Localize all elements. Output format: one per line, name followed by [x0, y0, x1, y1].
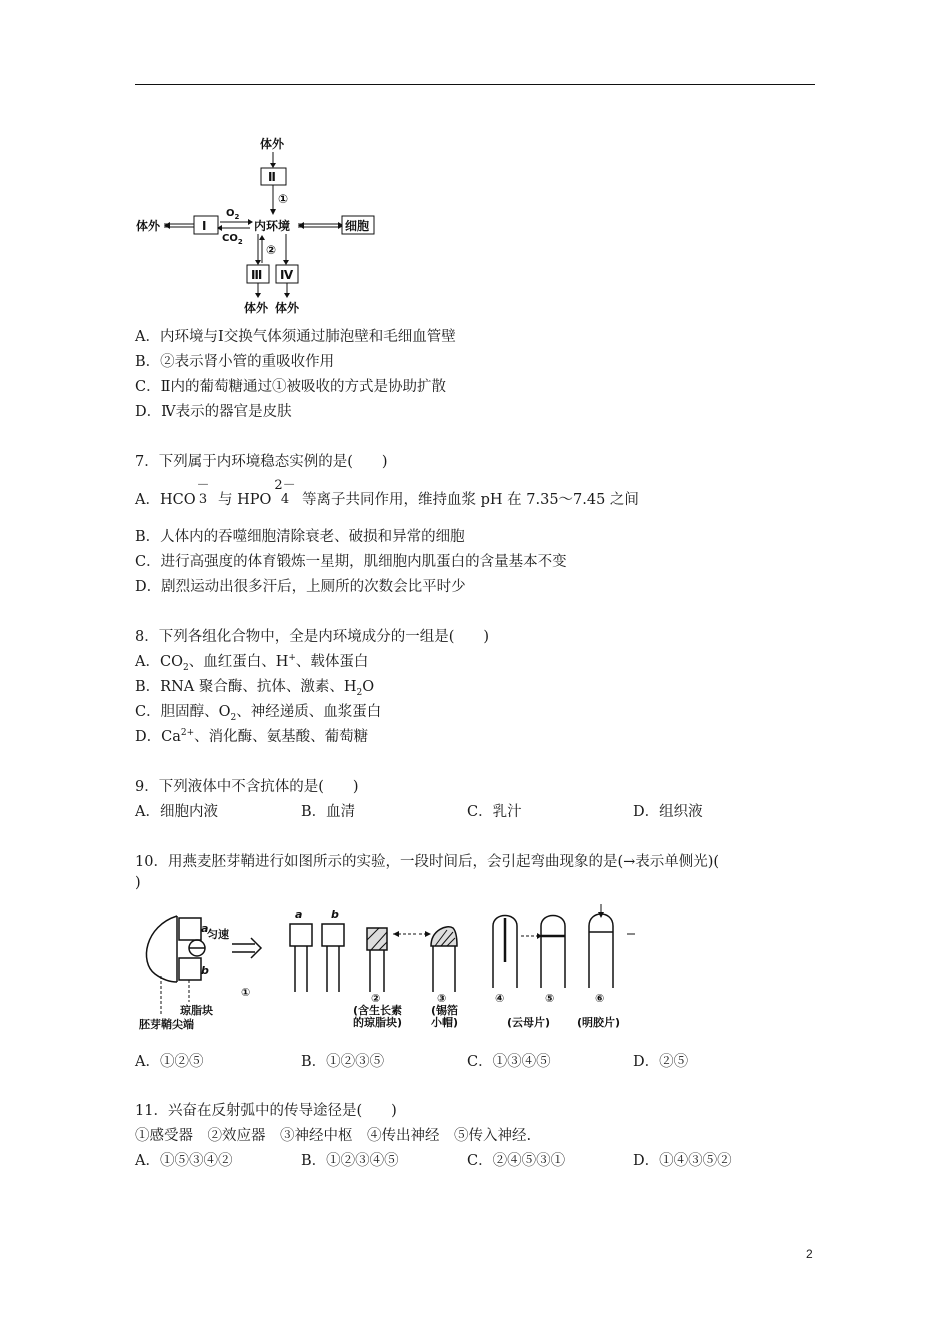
q8-option-d: D．$Ca^{2+}$、消化酶、氨基酸、葡萄糖	[135, 728, 369, 745]
diag2-n2: ②	[371, 992, 381, 1005]
diag1-box-II-label: Ⅱ	[268, 170, 276, 184]
q10-option-b: B．①②③⑤	[301, 1054, 385, 1070]
q7-option-a-prefix: A．HCO	[135, 492, 196, 508]
q11-option-c: C．②④⑤③①	[467, 1153, 566, 1169]
q8-option-c: C．胆固醇、$O_2$、神经递质、血浆蛋白	[135, 704, 382, 723]
q8-stem: 8．下列各组化合物中，全是内环境成分的一组是( )	[135, 629, 490, 645]
diag1-box-IV-label: Ⅳ	[280, 268, 294, 282]
q7-option-d: D．剧烈运动出很多汗后，上厕所的次数会比平时少	[135, 579, 466, 595]
diag1-center-label: 内环境	[254, 219, 291, 233]
q10-stem-line1: 10．用燕麦胚芽鞘进行如图所示的实验，一段时间后，会引起弯曲现象的是(→表示单侧光)(	[135, 854, 720, 870]
diag2-label-b2: b	[331, 908, 339, 921]
q9-option-b: B．血清	[301, 804, 356, 820]
diag1-bottom-label-2: 体外	[275, 301, 300, 315]
q9-option-d: D．组织液	[633, 804, 703, 820]
diag2-n5: ⑤	[545, 992, 555, 1005]
q11-option-d: D．①④③⑤②	[633, 1153, 732, 1169]
diag2-n3: ③	[437, 992, 447, 1005]
q7-hco3-sub: 3	[198, 492, 208, 507]
q9-stem: 9．下列液体中不含抗体的是( )	[135, 779, 359, 795]
q7-option-c: C．进行高强度的体育锻炼一星期，肌细胞内肌蛋白的含量基本不变	[135, 554, 567, 570]
diag2-n6: ⑥	[595, 992, 605, 1005]
q8-option-b: B．RNA 聚合酶、抗体、激素、$H_2O$	[135, 679, 375, 698]
q7-hco3-sup: －	[196, 478, 210, 493]
diag2-n4: ④	[495, 992, 505, 1005]
q8-option-a: A．$CO_2$、血红蛋白、H+、载体蛋白	[135, 653, 369, 673]
q7-option-b: B．人体内的吞噬细胞清除衰老、破损和异常的细胞	[135, 529, 465, 545]
q10-option-d: D．②⑤	[633, 1054, 689, 1070]
q6-option-c: C．Ⅱ内的葡萄糖通过①被吸收的方式是协助扩散	[135, 379, 446, 395]
diag2-n2-caption-2: 的琼脂块)	[353, 1016, 403, 1029]
diag1-arrow2-label: ②	[266, 243, 277, 257]
q7-stem: 7．下列属于内环境稳态实例的是( )	[135, 454, 388, 470]
coleoptile-6	[589, 914, 613, 988]
diag1-right-label: 细胞	[345, 219, 370, 233]
q11-option-a: A．①⑤③④②	[135, 1153, 233, 1169]
coleoptile-experiment-diagram	[135, 902, 645, 1034]
diag1-bottom-label-1: 体外	[244, 301, 269, 315]
diag2-label-a2: a	[295, 908, 303, 921]
auxin-agar-block	[367, 928, 387, 950]
diag1-left-label: 体外	[136, 219, 161, 233]
diag2-n2-caption-1: (含生长素	[353, 1004, 403, 1017]
diag2-n3-caption-2: 小帽)	[431, 1016, 459, 1029]
q11-stem: 11．兴奋在反射弧中的传导途径是( )	[135, 1103, 397, 1119]
diag2-mica-caption: (云母片)	[507, 1016, 551, 1029]
diag2-rotate-label: 匀速	[207, 928, 229, 941]
diag1-box-I-label: Ⅰ	[202, 219, 207, 233]
q10-option-a: A．①②⑤	[135, 1054, 204, 1070]
q11-option-b: B．①②③④⑤	[301, 1153, 399, 1169]
diag1-box-III-label: Ⅲ	[251, 268, 263, 282]
q6-option-d: D．Ⅳ表示的器官是皮肤	[135, 404, 292, 420]
q7-hpo4-sup: 2－	[274, 478, 296, 493]
block-a-2	[290, 924, 312, 946]
diag1-co2: $CO_2$	[222, 233, 243, 246]
q7-hpo4-charge	[274, 479, 296, 507]
block-b-2	[322, 924, 344, 946]
agar-block-b	[179, 958, 201, 980]
header-rule	[135, 84, 815, 85]
page-number: 2	[806, 1247, 813, 1261]
q9-option-c: C．乳汁	[467, 804, 522, 820]
diag2-label-a: a	[201, 922, 209, 935]
coleoptile-5	[541, 916, 565, 989]
diag2-agar-label: 琼脂块	[180, 1004, 213, 1017]
q7-option-a-suffix: 等离子共同作用，维持血浆 pH 在 7.35～7.45 之间	[302, 492, 639, 508]
q7-hco3-charge	[196, 479, 210, 507]
diag2-label-b: b	[201, 964, 209, 977]
diag1-o2: $O_2$	[226, 208, 240, 221]
q11-items: ①感受器 ②效应器 ③神经中枢 ④传出神经 ⑤传入神经.	[135, 1128, 532, 1144]
diag2-n1: ①	[241, 986, 251, 999]
q7-option-a-mid: 与 HPO	[218, 492, 272, 508]
coleoptile-tip-shape	[146, 916, 177, 982]
q6-option-b: B．②表示肾小管的重吸收作用	[135, 354, 335, 370]
q6-option-a: A．内环境与Ⅰ交换气体须通过肺泡壁和毛细血管壁	[135, 329, 456, 345]
agar-block-a	[179, 918, 201, 940]
internal-environment-diagram	[130, 130, 390, 315]
q10-stem-line2: )	[135, 875, 141, 891]
diag2-tip-label: 胚芽鞘尖端	[139, 1018, 194, 1031]
diag1-top-label: 体外	[260, 137, 285, 151]
diag1-arrow1-label: ①	[278, 192, 289, 206]
q10-option-c: C．①③④⑤	[467, 1054, 551, 1070]
diag2-gelatin-caption: (明胶片)	[577, 1016, 621, 1029]
q9-option-a: A．细胞内液	[135, 804, 218, 820]
diag2-n3-caption-1: (锡箔	[431, 1004, 459, 1017]
q7-hpo4-sub: 4	[280, 492, 290, 507]
